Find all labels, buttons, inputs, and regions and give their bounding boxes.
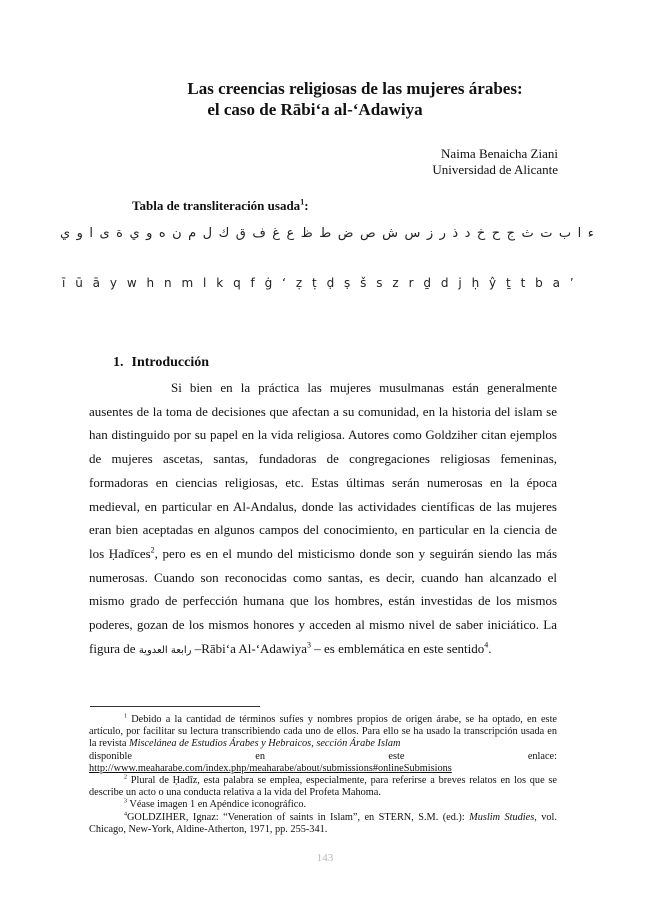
footnote-1-word-este: este — [388, 750, 405, 762]
latin-letter: d — [440, 276, 449, 290]
arabic-letter: ء — [587, 226, 594, 241]
latin-letter: ū — [75, 276, 83, 290]
latin-letter: ī — [62, 276, 66, 290]
paragraph-text-4: – es emblemática en este sentido — [310, 640, 485, 656]
footnote-4-rest: , vol. Chicago, New-York, Aldine-Atherton, 1971, pp. 255-341. — [89, 811, 557, 835]
arabic-letter: خ — [476, 226, 486, 241]
arabic-letters-row — [60, 226, 594, 241]
footnote-separator — [90, 706, 260, 707]
arabic-letter: ى — [99, 226, 110, 241]
latin-letter: ḍ — [326, 276, 335, 290]
arabic-letter: ث — [521, 226, 534, 241]
footnote-ref-4[interactable]: 4 — [484, 640, 489, 650]
footnote-1-word-enlace: enlace: — [527, 750, 557, 762]
footnote-2 — [89, 775, 557, 799]
arabic-letter: ح — [491, 226, 501, 241]
arabic-letter: ط — [319, 226, 332, 241]
author-name: Naima Benaicha Ziani — [441, 146, 558, 161]
footnote-1-word-disponible: disponible — [89, 750, 132, 762]
footnote-4-book: Muslim Studies — [469, 811, 535, 823]
arabic-letter: ه — [158, 226, 166, 241]
footnote-2-mark: 2 — [124, 774, 127, 781]
latin-letter: ‘ — [282, 276, 286, 290]
footnote-ref-2[interactable]: 2 — [150, 545, 155, 555]
arabic-letter: ص — [359, 226, 376, 241]
arabic-letter: ل — [202, 226, 213, 241]
latin-letter: ḥ — [471, 276, 480, 290]
footnote-1-mark: 1 — [124, 713, 127, 720]
latin-letter: k — [216, 276, 224, 290]
latin-letter: ṯ — [506, 276, 511, 290]
latin-letter: y — [109, 276, 117, 290]
arabic-name-rabia: رابعة العدوية — [138, 644, 192, 656]
latin-letter: ṣ — [344, 276, 351, 290]
latin-letter: ẓ — [295, 276, 303, 290]
introduction-paragraph — [89, 376, 557, 662]
transliteration-table-heading — [132, 198, 309, 214]
footnotes — [89, 714, 557, 836]
section-number: 1. — [113, 355, 124, 370]
latin-letter: ḏ — [423, 276, 432, 290]
footnote-1-word-en: en — [255, 750, 266, 762]
arabic-letter: ة — [116, 226, 123, 241]
latin-letter: n — [164, 276, 172, 290]
footnote-3-text: Véase imagen 1 en Apéndice iconográfico. — [129, 799, 307, 811]
arabic-letter: ق — [235, 226, 246, 241]
paragraph-text-3: –Rābi‘a Al-‘Adawiya — [191, 640, 307, 656]
arabic-letter: ف — [252, 226, 266, 241]
arabic-letter: ي — [60, 226, 71, 241]
footnote-3-mark: 3 — [124, 799, 127, 805]
transliteration-heading-text: Tabla de transliteración usada — [132, 198, 301, 213]
paragraph-text-5: . — [488, 640, 492, 656]
footnote-4 — [89, 812, 557, 836]
latin-letter: r — [408, 276, 414, 290]
latin-letter: l — [203, 276, 207, 290]
paragraph-text-2: , pero es en el mundo del misticismo donde son y seguirán siendo las más numerosas. Cuando son reconocidas como santas, es decir, cuando han alcanzado el mismo grado de perfección humana que los hombres, están investidas de los mismos poderes, gozan de los mismos honores y acceden al mismo nivel de saber iniciático. La figura de — [89, 545, 557, 656]
latin-letter: s — [376, 276, 383, 290]
section-heading — [113, 355, 209, 371]
arabic-letter: د — [464, 226, 471, 241]
latin-letter: ġ — [264, 276, 273, 290]
arabic-letter: ن — [172, 226, 182, 241]
arabic-letter: و — [146, 226, 153, 241]
footnote-4-mark: 4 — [124, 811, 127, 818]
author-affiliation: Universidad de Alicante — [432, 162, 558, 177]
arabic-letter: ر — [439, 226, 446, 241]
footnote-1-journal: Miscelánea de Estudios Árabes y Hebraicos, sección Árabe Islam — [129, 738, 401, 750]
footnote-2-text: Plural de Ḥadīz, esta palabra se emplea, especialmente, para referirse a breves relatos en los que se describe un acto o una conducta relativa a la vida del Profeta Mahoma. — [89, 775, 558, 799]
section-title: Introducción — [131, 355, 210, 370]
arabic-letter: ي — [129, 226, 140, 241]
transliteration-heading-colon: : — [304, 198, 309, 213]
arabic-letter: ب — [558, 226, 572, 241]
footnote-1 — [89, 714, 557, 751]
article-title-line1: Las creencias religiosas de las mujeres árabes: — [187, 79, 523, 98]
arabic-letter: ظ — [300, 226, 313, 241]
arabic-letter: ا — [577, 226, 582, 241]
footnote-1-text: Debido a la cantidad de términos sufíes y nombres propios de origen árabe, se ha optado, en este artículo, por facilitar su lectura transcribiendo cada uno de ellos. Para ello se ha usado la transcripción usada en la revista — [89, 714, 557, 750]
footnote-ref-1[interactable]: 1 — [300, 197, 305, 207]
latin-letter: a — [552, 276, 560, 290]
arabic-letter: ض — [337, 226, 354, 241]
latin-letter: ā — [92, 276, 101, 290]
arabic-letter: ج — [506, 226, 516, 241]
arabic-letter: م — [188, 226, 197, 241]
latin-letter: ’ — [569, 276, 574, 290]
footnote-ref-3[interactable]: 3 — [306, 640, 311, 650]
footnote-4-text: GOLDZIHER, Ignaz: “Veneration of saints in Islam”, en STERN, S.M. (ed.): — [127, 811, 470, 823]
latin-letter: š — [360, 276, 367, 290]
latin-letter: b — [535, 276, 543, 290]
latin-letter: f — [250, 276, 255, 290]
latin-letter: j — [458, 276, 462, 290]
latin-letter: t — [520, 276, 526, 290]
footnote-1-url-line — [89, 763, 557, 775]
latin-letter: h — [146, 276, 155, 290]
arabic-letter: غ — [272, 226, 281, 241]
latin-letter: ŷ — [489, 276, 497, 290]
arabic-letter: س — [404, 226, 421, 241]
latin-letter: z — [392, 276, 399, 290]
article-title-line2: el caso de Rābi‘a al-‘Adawiya — [207, 100, 423, 119]
footnote-3 — [89, 799, 557, 811]
latin-transliteration-row — [62, 276, 574, 290]
arabic-letter: ش — [382, 226, 399, 241]
latin-letter: w — [126, 276, 137, 290]
arabic-letter: ذ — [452, 226, 459, 241]
latin-letter: q — [233, 276, 241, 290]
latin-letter: ṭ — [311, 276, 317, 290]
arabic-letter: ع — [286, 226, 295, 241]
arabic-letter: ز — [426, 226, 434, 241]
arabic-letter: ت — [540, 226, 553, 241]
page-number: 143 — [316, 852, 334, 864]
footnote-1-link-line — [89, 751, 557, 763]
footnote-1-url-link[interactable]: http://www.meaharabe.com/index.php/meaharabe/about/submissions#onlineSubmisions — [89, 762, 452, 774]
latin-letter: m — [181, 276, 194, 290]
arabic-letter: ك — [218, 226, 230, 241]
arabic-letter: و — [76, 226, 83, 241]
paragraph-text-1: Si bien en la práctica las mujeres musulmanas están generalmente ausentes de la toma de decisiones que afectan a su comunidad, en la historia del islam se han distinguido por su papel en la vida religiosa. Autores como Goldziher citan ejemplos de mujeres ascetas, santas, fundadoras de congregaciones religiosas femeninas, formadoras en ciencias religiosas, etc. Estas últimas serán numerosas en la época medieval, en particular en Al-Andalus, donde las actividades científicas de las mujeres eran bien aceptadas en algunos campos del conocimiento, en particular en la ciencia de los Ḥadīces — [89, 380, 557, 561]
arabic-letter: ا — [89, 226, 94, 241]
